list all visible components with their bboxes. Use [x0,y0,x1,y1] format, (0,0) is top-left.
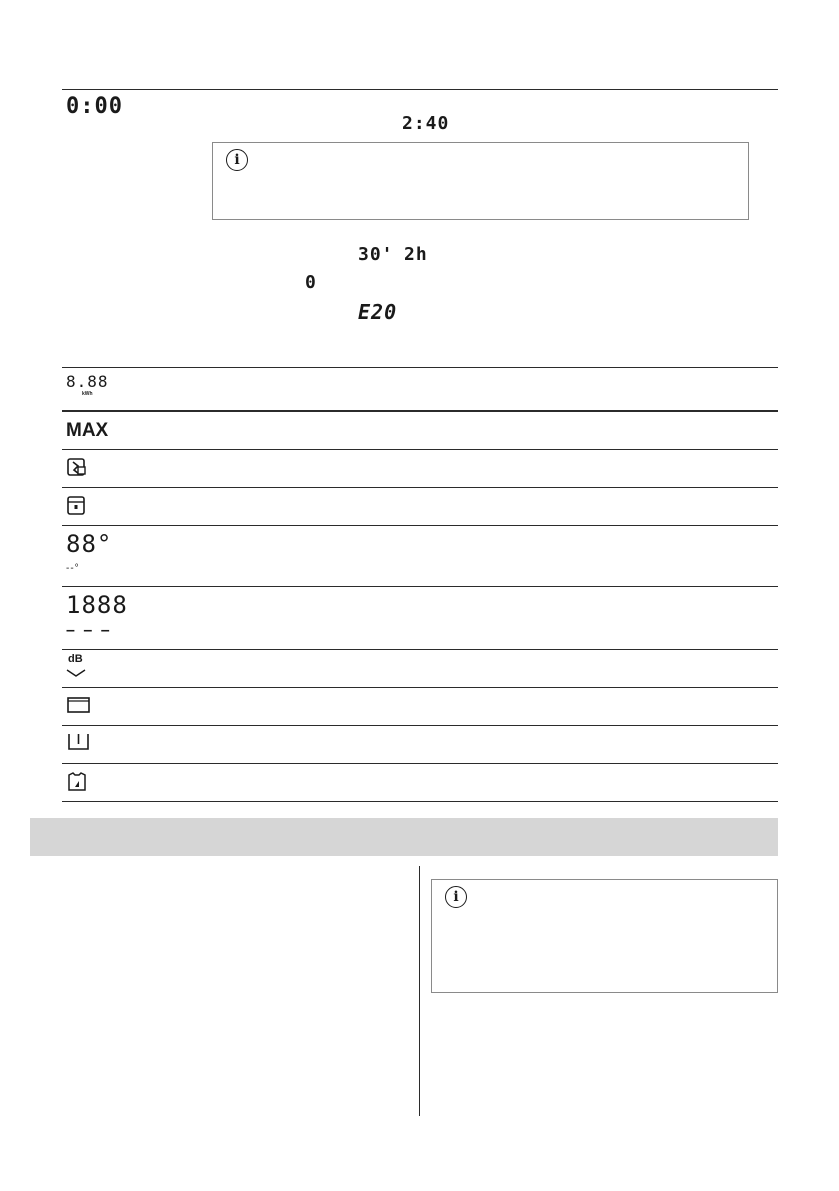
table-bottom-rule [62,801,778,802]
section-heading-bar [30,818,778,856]
basket-icon [66,695,92,720]
rinse-aid-icon [66,771,88,798]
water-dash: – – – [66,622,112,639]
info-icon: i [445,886,467,908]
door-lock-icon [66,495,88,522]
energy-display-icon: 8.88 [66,372,109,391]
table-top-rule [62,89,778,90]
half-load-icon [66,732,92,757]
note-box-2 [431,879,778,993]
row-rule [62,449,778,450]
row-rule [62,725,778,726]
row-rule [62,687,778,688]
note-box-1 [212,142,749,220]
column-divider [419,866,420,1116]
zero-value: 0 [305,272,317,293]
quiet-mode-icon [66,654,86,683]
row-rule [62,410,778,412]
delay-max-value: 2h [404,244,428,265]
time-example: 2:40 [402,113,450,134]
row-rule [62,586,778,587]
row-rule [62,487,778,488]
temperature-dash: --° [66,563,80,574]
time-display-icon: 0:00 [66,94,123,119]
db-label: dB [68,653,83,665]
info-icon: i [226,149,248,171]
row-rule [62,649,778,650]
water-display-icon: 1888 [66,591,128,619]
delay-min-value: 30' [358,244,394,265]
max-icon: MAX [66,420,109,441]
error-code: E20 [358,300,398,324]
row-rule [62,525,778,526]
auto-dry-icon [66,457,88,484]
row-rule [62,367,778,368]
temperature-display-icon: 88° [66,530,113,558]
row-rule [62,763,778,764]
energy-unit: kWh [82,391,93,397]
